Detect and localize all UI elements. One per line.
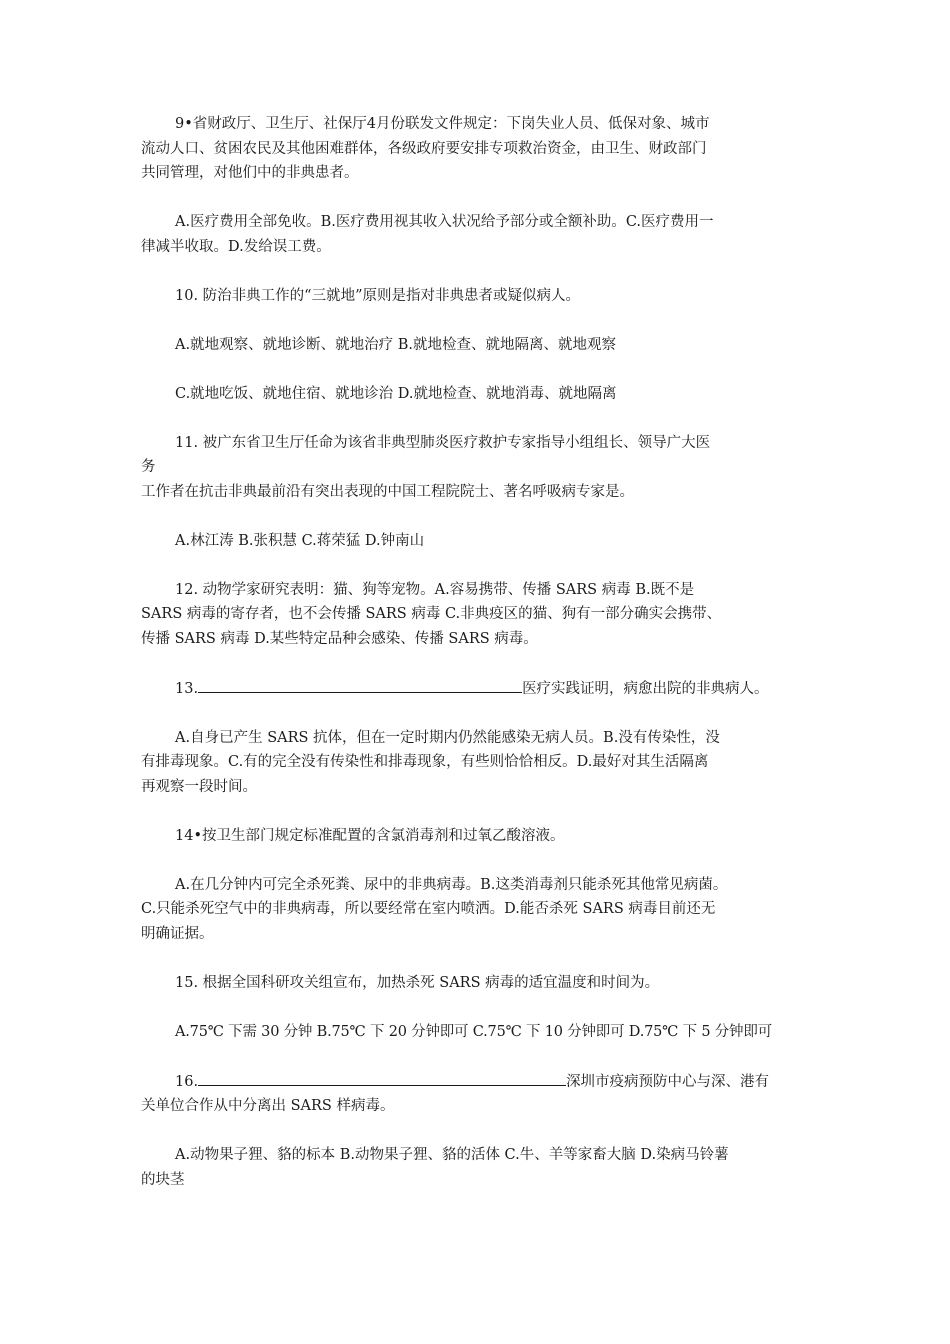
text-line: C.只能杀死空气中的非典病毒，所以要经常在室内喷洒。D.能否杀死 SARS 病毒目前还无	[141, 901, 716, 917]
question-16-options	[141, 1143, 811, 1192]
text-line: A.林江涛 B.张积慧 C.蒋荣猛 D.钟南山	[175, 532, 425, 549]
document-page	[141, 112, 811, 1217]
text-line: 9•省财政厅、卫生厅、社保厅4月份联发文件规定：下岗失业人员、低保对象、城市	[175, 116, 710, 132]
question-9-stem	[141, 112, 811, 186]
stem-text: 医疗实践证明，病愈出院的非典病人。	[522, 680, 769, 697]
text-line: 流动人口、贫困农民及其他困难群体，各级政府要安排专项救治资金，由卫生、财政部门	[141, 140, 707, 157]
text-line: 再观察一段时间。	[141, 778, 257, 795]
question-10-options-c-d	[141, 382, 811, 407]
text-line: 10. 防治非典工作的“三就地”原则是指对非典患者或疑似病人。	[175, 287, 580, 304]
question-14-stem	[141, 824, 811, 849]
question-11-options	[141, 529, 811, 554]
question-15-options	[141, 1020, 811, 1045]
text-line: SARS 病毒的寄存者，也不会传播 SARS 病毒 C.非典疫区的猫、狗有一部分确实会携带、	[141, 606, 722, 622]
text-line: A.在几分钟内可完全杀死粪、尿中的非典病毒。B.这类消毒剂只能杀死其他常见病菌。	[175, 876, 728, 893]
text-line: 律减半收取。D.发给误工费。	[141, 238, 331, 255]
question-12-stem	[141, 578, 811, 652]
text-line: 的块茎	[141, 1171, 185, 1188]
text-line: 有排毒现象。C.有的完全没有传染性和排毒现象，有些则恰恰相反。D.最好对其生活隔离	[141, 754, 709, 770]
text-line	[141, 1069, 811, 1095]
text-line: 关单位合作从中分离出 SARS 样病毒。	[141, 1098, 395, 1114]
text-line	[141, 676, 811, 702]
question-11-stem	[141, 431, 811, 505]
text-line: C.就地吃饭、就地住宿、就地诊治 D.就地检查、就地消毒、就地隔离	[175, 385, 617, 402]
question-10-options-a-b	[141, 333, 811, 358]
text-line: A.动物果子狸、貉的标本 B.动物果子狸、貉的活体 C.牛、羊等家畜大脑 D.染病马铃薯	[175, 1147, 729, 1163]
question-number: 16.	[175, 1073, 199, 1090]
question-13-stem	[141, 676, 811, 702]
text-line: 务	[141, 459, 156, 475]
answer-blank	[198, 1069, 566, 1086]
text-line: 传播 SARS 病毒 D.某些特定品种会感染、传播 SARS 病毒。	[141, 630, 538, 647]
answer-blank	[198, 676, 522, 693]
text-line: 15. 根据全国科研攻关组宣布，加热杀死 SARS 病毒的适宜温度和时间为。	[175, 974, 660, 991]
question-number: 13.	[175, 680, 199, 697]
text-line: 共同管理，对他们中的非典患者。	[141, 165, 359, 181]
question-9-options	[141, 210, 811, 259]
text-line: A.75℃ 下需 30 分钟 B.75℃ 下 20 分钟即可 C.75℃ 下 10 分钟即可 D.75℃ 下 5 分钟即可	[175, 1023, 772, 1040]
text-line: 工作者在抗击非典最前沿有突出表现的中国工程院院士、著名呼吸病专家是。	[141, 483, 634, 500]
text-line: 11. 被广东省卫生厅任命为该省非典型肺炎医疗救护专家指导小组组长、领导广大医	[175, 434, 711, 451]
text-line: A.医疗费用全部免收。B.医疗费用视其收入状况给予部分或全额补助。C.医疗费用一	[175, 214, 714, 230]
text-line: A.就地观察、就地诊断、就地治疗 B.就地检查、就地隔离、就地观察	[175, 336, 616, 353]
question-10-stem	[141, 284, 811, 309]
text-line: 明确证据。	[141, 925, 214, 942]
question-15-stem	[141, 971, 811, 996]
question-14-options	[141, 873, 811, 947]
stem-text: 深圳市疫病预防中心与深、港有	[566, 1073, 770, 1090]
text-line: A.自身已产生 SARS 抗体，但在一定时期内仍然能感染无病人员。B.没有传染性，没	[175, 729, 720, 746]
text-line: 12. 动物学家研究表明：猫、狗等宠物。A.容易携带、传播 SARS 病毒 B.既不是	[175, 581, 695, 598]
text-line: 14•按卫生部门规定标准配置的含氯消毒剂和过氧乙酸溶液。	[175, 827, 565, 844]
question-16-stem	[141, 1069, 811, 1119]
question-13-options	[141, 726, 811, 800]
